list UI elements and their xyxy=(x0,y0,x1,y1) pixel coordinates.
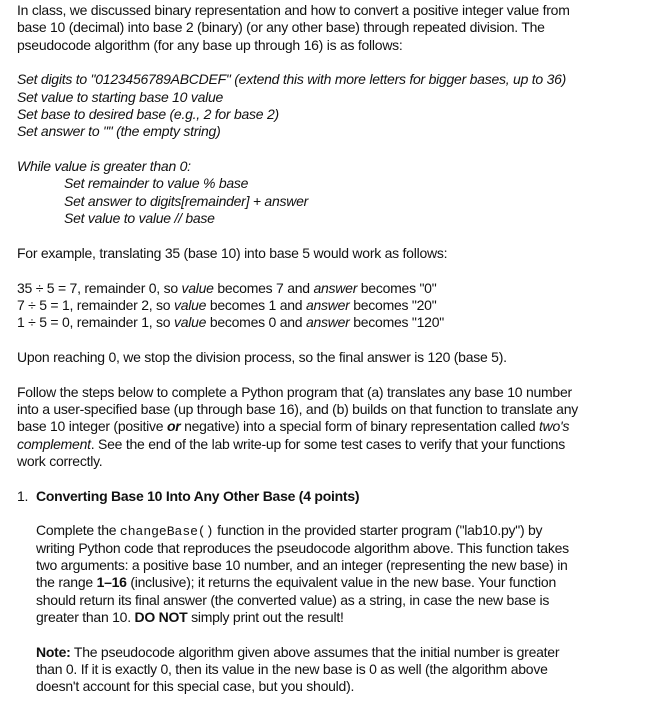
text: value xyxy=(181,279,214,296)
text: becomes "120" xyxy=(349,314,444,331)
text: becomes "0" xyxy=(357,279,437,296)
pseudocode-line: Set digits to "0123456789ABCDEF" (extend this with more letters for bigger bases, up to 36) xyxy=(17,71,567,88)
pseudocode-loop-header: While value is greater than 0: xyxy=(17,158,191,175)
text: or xyxy=(166,418,181,435)
text: function in the provided starter program ("lab10.py") by xyxy=(213,522,543,539)
text: answer xyxy=(313,279,358,296)
text: The pseudocode algorithm given above assumes that the initial number is greater xyxy=(70,643,560,660)
text: answer xyxy=(305,314,350,331)
note-label: Note: xyxy=(36,643,71,660)
text-line xyxy=(36,574,651,591)
code-text: changeBase() xyxy=(119,524,214,540)
text: the range xyxy=(36,574,97,591)
text-line: Follow the steps below to complete a Python program that (a) translates any base 10 number xyxy=(17,383,572,400)
text-line: two arguments: a positive base 10 number, and an integer (representing the new base) in xyxy=(36,557,568,573)
text: (inclusive); it returns the equivalent value in the new base. Your function xyxy=(126,574,556,591)
text-line xyxy=(36,609,651,626)
text: greater than 10. xyxy=(36,609,135,626)
text: 35 ÷ 5 = 7, remainder 0, so xyxy=(17,279,182,296)
pseudocode-line: Set answer to "" (the empty string) xyxy=(17,123,221,140)
follow-paragraph xyxy=(17,384,651,471)
example-step xyxy=(17,297,651,314)
pseudocode-line: Set remainder to value % base xyxy=(64,175,249,192)
pseudocode-line: Set value to value // base xyxy=(64,210,215,227)
text: 1–16 xyxy=(96,574,127,591)
text: becomes 1 and xyxy=(206,296,306,313)
text: Complete the xyxy=(36,522,120,539)
text-line xyxy=(36,522,651,539)
text: 7 ÷ 5 = 1, remainder 2, so xyxy=(17,296,174,313)
example-conclusion: Upon reaching 0, we stop the division process, so the final answer is 120 (base 5). xyxy=(17,348,507,365)
text-line: work correctly. xyxy=(17,452,103,469)
note-line: doesn't account for this special case, but you should). xyxy=(36,678,355,695)
example-step xyxy=(17,280,651,297)
example-intro: For example, translating 35 (base 10) into base 5 would work as follows: xyxy=(17,244,448,261)
text: two's xyxy=(539,418,570,435)
note-line: than 0. If it is exactly 0, then its value in the new base is 0 as well (the algorithm above xyxy=(36,661,548,678)
note-line xyxy=(36,644,651,661)
text: becomes 7 and xyxy=(213,279,314,296)
pseudocode-block xyxy=(17,71,651,227)
text-line: writing Python code that reproduces the pseudocode algorithm above. This function takes xyxy=(36,539,569,556)
text: . See the end of the lab write-up for some test cases to verify that your functions xyxy=(90,435,565,452)
text: answer xyxy=(305,296,350,313)
text: negative) into a special form of binary representation called xyxy=(180,418,540,435)
text-line: into a user-specified base (up through base 16), and (b) builds on that function to translate any xyxy=(17,400,579,417)
text-line xyxy=(17,418,651,435)
text: DO NOT xyxy=(134,609,188,626)
text: complement xyxy=(17,435,91,452)
intro-paragraph xyxy=(17,2,651,54)
pseudocode-line: Set answer to digits[remainder] + answer xyxy=(64,192,309,209)
example-step xyxy=(17,314,651,331)
text: 1 ÷ 5 = 0, remainder 1, so xyxy=(17,314,174,331)
text-line: In class, we discussed binary representation and how to convert a positive integer value from xyxy=(17,2,570,18)
text: simply print out the result! xyxy=(187,609,344,626)
pseudocode-line: Set base to desired base (e.g., 2 for base 2) xyxy=(17,106,279,123)
text: becomes 0 and xyxy=(206,314,306,331)
text-line: should return its final answer (the converted value) as a string, in case the new base is xyxy=(36,591,550,608)
text: value xyxy=(173,296,207,313)
pseudocode-line: Set value to starting base 10 value xyxy=(17,88,224,105)
text: value xyxy=(173,314,207,331)
text-line: base 10 (decimal) into base 2 (binary) (or any other base) through repeated division. The xyxy=(17,19,545,36)
text-line: pseudocode algorithm (for any base up through 16) is as follows: xyxy=(17,36,403,53)
text: becomes "20" xyxy=(349,296,437,313)
section-heading xyxy=(17,487,651,505)
section-1 xyxy=(17,488,651,696)
example-steps xyxy=(17,280,651,332)
section-title: Converting Base 10 Into Any Other Base (4 points) xyxy=(36,487,360,504)
section-number: 1. xyxy=(17,487,29,504)
text: base 10 integer (positive xyxy=(17,418,167,435)
text-line xyxy=(17,436,651,453)
